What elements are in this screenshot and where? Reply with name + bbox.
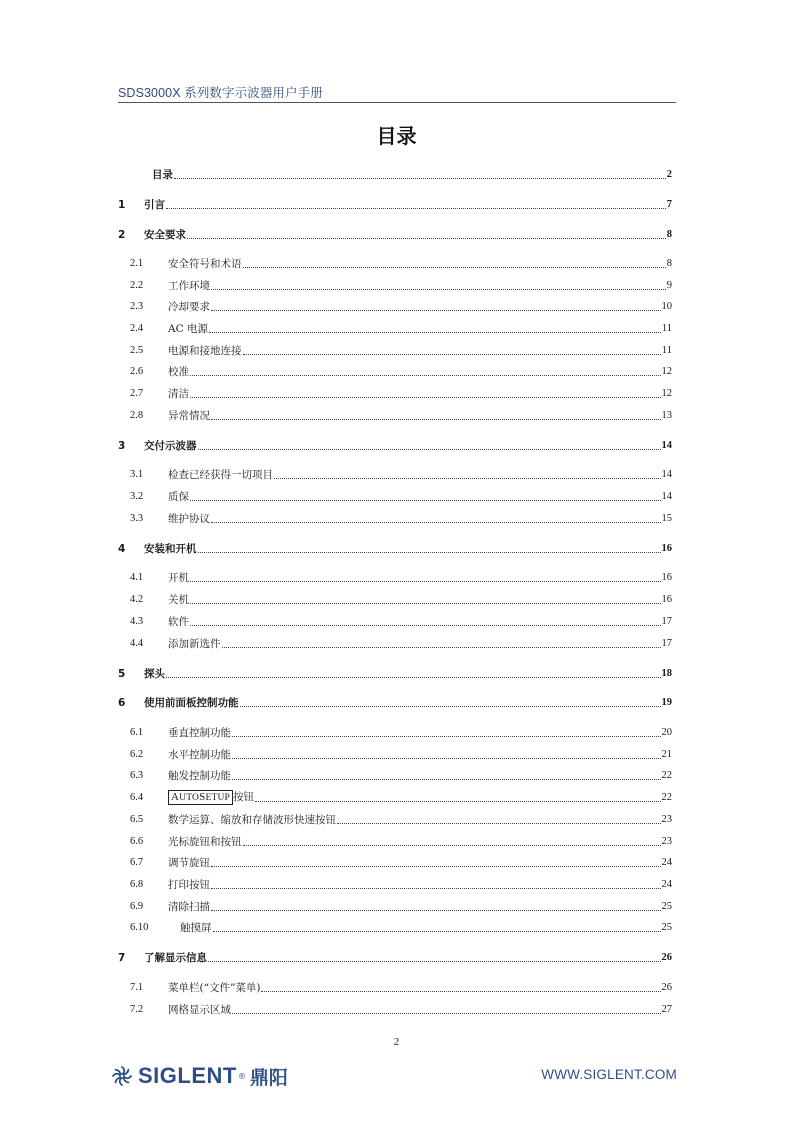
toc-leader: [166, 677, 661, 678]
toc-number: 6.10: [130, 922, 149, 933]
toc-label: 维护协议: [168, 513, 210, 525]
toc-leader: [174, 178, 666, 179]
toc-page: 7: [666, 199, 672, 210]
toc-leader: [213, 931, 661, 932]
toc-page: 22: [661, 770, 672, 781]
toc-label: 开机: [168, 572, 189, 584]
toc-label: 水平控制功能: [168, 749, 231, 761]
toc-leader: [208, 961, 661, 962]
toc-label: 调节旋钮: [168, 857, 210, 869]
toc-entry-2-2[interactable]: [118, 277, 672, 293]
toc-entry-3[interactable]: [118, 437, 672, 453]
toc-page: 2: [666, 169, 672, 180]
toc-page: 24: [661, 857, 672, 868]
toc-number: 2.2: [130, 280, 144, 291]
website-link[interactable]: WWW.SIGLENT.COM: [541, 1067, 677, 1082]
toc-label: 打印按钮: [168, 879, 210, 891]
toc-number: 1: [118, 199, 126, 211]
toc-leader: [166, 208, 666, 209]
toc-entry-6-3[interactable]: [118, 767, 672, 783]
toc-label: 关机: [168, 594, 189, 606]
toc-leader: [198, 552, 661, 553]
toc-leader: [211, 910, 661, 911]
toc-number: 4.3: [130, 616, 144, 627]
toc-entry-2-8[interactable]: [118, 407, 672, 423]
toc-page: 18: [661, 668, 672, 679]
toc-leader: [255, 801, 661, 802]
toc-leader: [198, 449, 661, 450]
toc-label: 校准: [168, 366, 189, 378]
toc-label: 触摸屏: [180, 922, 212, 934]
toc-leader: [232, 1013, 661, 1014]
toc-number: 2.1: [130, 258, 144, 269]
toc-label: 按钮: [233, 791, 254, 803]
toc-page: 27: [661, 1004, 672, 1015]
brand-name-cn: 鼎阳: [249, 1066, 288, 1089]
toc-page: 21: [661, 749, 672, 760]
toc-label: 添加新选件: [168, 638, 221, 650]
toc-label-with-key: [168, 790, 254, 805]
toc-number: 2.5: [130, 345, 144, 356]
toc-number: 6.9: [130, 901, 144, 912]
toc-entry-7-1[interactable]: [118, 979, 672, 995]
toc-entry-2-1[interactable]: [118, 255, 672, 271]
toc-page: 11: [661, 345, 672, 356]
toc-label: 清除扫描: [168, 901, 210, 913]
toc-label: 质保: [168, 491, 189, 503]
toc-entry-4[interactable]: [118, 540, 672, 556]
toc-entry-6-2[interactable]: [118, 746, 672, 762]
toc-label: 工作环境: [168, 280, 210, 292]
toc-label: 电源和接地连接: [168, 345, 242, 357]
toc-entry-4-1[interactable]: [118, 569, 672, 585]
siglent-swirl-icon: [110, 1064, 134, 1088]
toc-label: 软件: [168, 616, 189, 628]
header-rule: [118, 102, 676, 103]
toc-number: 5: [118, 668, 126, 680]
toc-leader: [243, 845, 661, 846]
toc-number: 6.8: [130, 879, 144, 890]
toc-page: 10: [661, 301, 672, 312]
toc-leader: [243, 354, 661, 355]
toc-leader: [190, 603, 661, 604]
toc-number: 6.4: [130, 792, 144, 803]
toc-label: 安装和开机: [144, 543, 197, 555]
toc-page: 19: [661, 697, 672, 708]
toc-leader: [211, 888, 661, 889]
toc-number: 4: [118, 543, 126, 555]
toc-page: 24: [661, 879, 672, 890]
toc-number: 2.3: [130, 301, 144, 312]
toc-leader: [240, 706, 661, 707]
toc-page: 26: [661, 952, 672, 963]
toc-number: 7.2: [130, 1004, 144, 1015]
toc-label: 引言: [144, 199, 165, 211]
toc-leader: [209, 332, 661, 333]
toc-number: 7: [118, 952, 126, 964]
toc-leader: [211, 310, 661, 311]
toc-entry-2-5[interactable]: [118, 342, 672, 358]
toc-label: 清洁: [168, 388, 189, 400]
toc-number: 3.1: [130, 469, 144, 480]
toc-entry-2-6[interactable]: [118, 363, 672, 379]
toc-page: 20: [661, 727, 672, 738]
toc-leader: [190, 397, 661, 398]
toc-page: 11: [661, 323, 672, 334]
toc-label: 交付示波器: [144, 440, 197, 452]
toc-number: 3.2: [130, 491, 144, 502]
toc-number: 3: [118, 440, 126, 452]
toc-number: 4.1: [130, 572, 144, 583]
toc-page: 12: [661, 366, 672, 377]
toc-number: 6.1: [130, 727, 144, 738]
toc-number: 4.2: [130, 594, 144, 605]
toc-number: 7.1: [130, 982, 144, 993]
toc-number: 4.4: [130, 638, 144, 649]
toc-entry-6-4[interactable]: [118, 789, 672, 805]
toc-leader: [274, 478, 661, 479]
toc-page: 12: [661, 388, 672, 399]
toc-entry-6-10[interactable]: [118, 919, 672, 935]
toc-label: 数学运算、缩放和存储波形快速按钮: [168, 814, 336, 826]
toc-entry-2-3[interactable]: [118, 298, 672, 314]
toc-page: 14: [661, 491, 672, 502]
toc-label: 网格显示区域: [168, 1004, 231, 1016]
toc-label: 安全符号和术语: [168, 258, 242, 270]
toc-page: 17: [661, 638, 672, 649]
toc-leader: [222, 647, 661, 648]
toc-leader: [232, 736, 661, 737]
toc-entry-6-5[interactable]: [118, 811, 672, 827]
toc-entry-contents[interactable]: [118, 166, 672, 182]
toc-label: 异常情况: [168, 410, 210, 422]
toc-number: 2: [118, 229, 126, 241]
toc-label: 目录: [152, 169, 173, 181]
toc-page: 14: [661, 469, 672, 480]
toc-entry-4-4[interactable]: [118, 635, 672, 651]
toc-number: 3.3: [130, 513, 144, 524]
autosetup-key-label: AUTOSETUP: [168, 790, 233, 805]
toc-page: 15: [661, 513, 672, 524]
toc-page: 14: [661, 440, 672, 451]
toc-number: 6.5: [130, 814, 144, 825]
siglent-logo: [110, 1063, 288, 1089]
toc-number: 6.6: [130, 836, 144, 847]
toc-entry-7-2[interactable]: [118, 1001, 672, 1017]
toc-leader: [337, 823, 661, 824]
toc-page: 13: [661, 410, 672, 421]
toc-page: 16: [661, 543, 672, 554]
toc-entry-2-4[interactable]: [118, 320, 672, 336]
toc-number: 6.7: [130, 857, 144, 868]
toc-entry-6-8[interactable]: [118, 876, 672, 892]
toc-label: 了解显示信息: [144, 952, 207, 964]
toc-entry-3-1[interactable]: [118, 466, 672, 482]
toc-label: 冷却要求: [168, 301, 210, 313]
toc-label: 检查已经获得一切项目: [168, 469, 273, 481]
page-number: 2: [393, 1036, 400, 1048]
toc-page: 26: [661, 982, 672, 993]
toc-entry-6-7[interactable]: [118, 854, 672, 870]
toc-label: 触发控制功能: [168, 770, 231, 782]
toc-entry-6-6[interactable]: [118, 833, 672, 849]
toc-entry-3-3[interactable]: [118, 510, 672, 526]
toc-entry-6-1[interactable]: [118, 724, 672, 740]
toc-page: 8: [666, 229, 672, 240]
toc-page: 9: [666, 280, 672, 291]
toc-number: 2.8: [130, 410, 144, 421]
toc-entry-2-7[interactable]: [118, 385, 672, 401]
toc-label: 光标旋钮和按钮: [168, 836, 242, 848]
toc-leader: [261, 991, 660, 992]
toc-page: 25: [661, 901, 672, 912]
toc-leader: [190, 625, 661, 626]
toc-page: 8: [666, 258, 672, 269]
toc-leader: [232, 779, 661, 780]
toc-label: 垂直控制功能: [168, 727, 231, 739]
toc-leader: [232, 758, 661, 759]
registered-mark: ®: [237, 1071, 246, 1081]
toc-label: AC 电源: [168, 323, 208, 335]
toc-number: 2.6: [130, 366, 144, 377]
toc-leader: [211, 522, 661, 523]
toc-entry-1[interactable]: [118, 196, 672, 212]
toc-page: 16: [661, 594, 672, 605]
brand-name: SIGLENT: [138, 1063, 237, 1088]
toc-page: 22: [661, 792, 672, 803]
toc-entry-4-2[interactable]: [118, 591, 672, 607]
toc-number: 6.2: [130, 749, 144, 760]
toc-entry-3-2[interactable]: [118, 488, 672, 504]
toc-page: 17: [661, 616, 672, 627]
header-title: SDS3000X 系列数字示波器用户手册: [118, 86, 323, 100]
toc-page: 23: [661, 836, 672, 847]
toc-leader: [211, 289, 666, 290]
toc-leader: [211, 419, 661, 420]
toc-label: 安全要求: [144, 229, 186, 241]
toc-entry-6-9[interactable]: [118, 898, 672, 914]
toc-leader: [190, 500, 661, 501]
toc-number: 2.7: [130, 388, 144, 399]
toc-page: 25: [661, 922, 672, 933]
toc-leader: [187, 238, 666, 239]
toc-entry-6[interactable]: [118, 694, 672, 710]
toc-page: 23: [661, 814, 672, 825]
toc-leader: [190, 375, 661, 376]
toc-label: 使用前面板控制功能: [144, 697, 239, 709]
page-title: 目录: [376, 124, 417, 148]
toc-entry-5[interactable]: [118, 665, 672, 681]
toc-label: 探头: [144, 668, 165, 680]
toc-number: 6.3: [130, 770, 144, 781]
toc-label: 菜单栏(“文件”菜单): [168, 982, 261, 994]
toc-number: 6: [118, 697, 126, 709]
toc-number: 2.4: [130, 323, 144, 334]
toc-entry-7[interactable]: [118, 949, 672, 965]
toc-page: 16: [661, 572, 672, 583]
toc-leader: [190, 581, 661, 582]
toc-leader: [243, 267, 666, 268]
toc-leader: [211, 866, 661, 867]
toc-entry-2[interactable]: [118, 226, 672, 242]
toc-entry-4-3[interactable]: [118, 613, 672, 629]
